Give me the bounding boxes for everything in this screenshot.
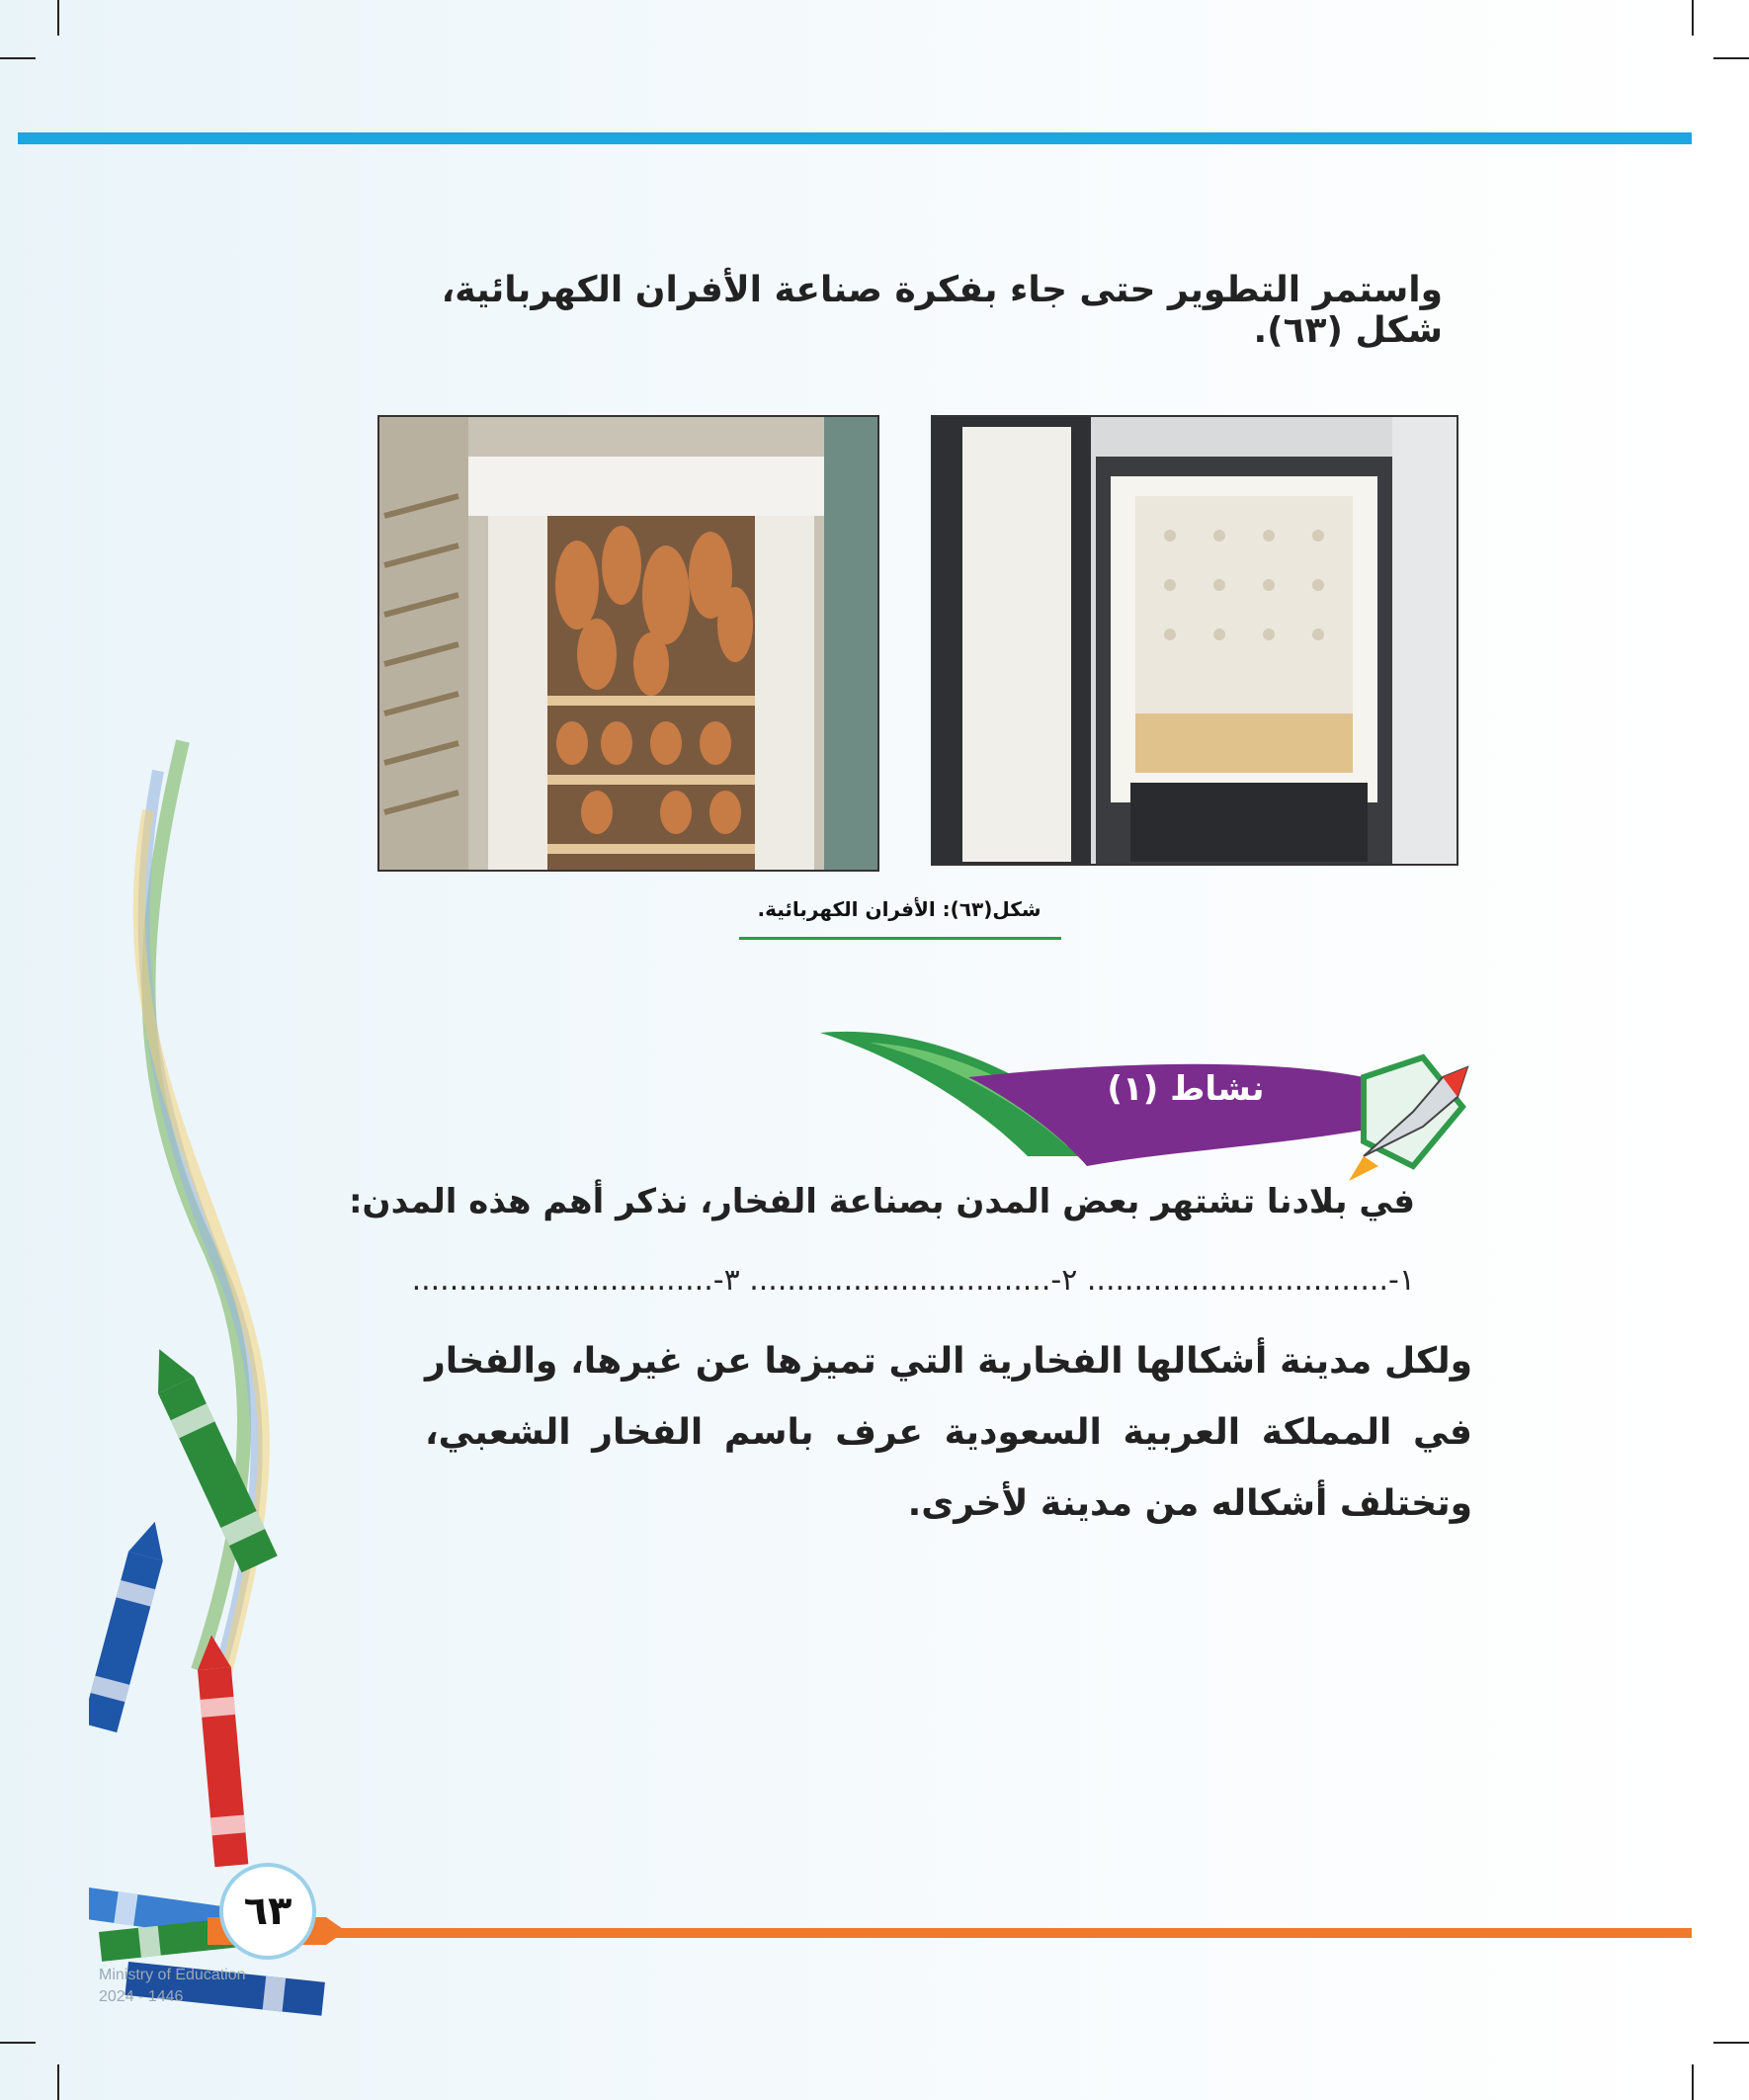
crop-mark xyxy=(0,2042,36,2044)
edition-year: 2024 - 1446 xyxy=(99,1988,184,2005)
crop-mark xyxy=(57,2064,59,2100)
bottom-rule xyxy=(326,1928,1692,1938)
activity-title: نشاط (١) xyxy=(1107,1069,1265,1109)
ministry-label: Ministry of Education xyxy=(99,1967,246,1983)
caption-underline xyxy=(739,937,1061,940)
crop-mark xyxy=(1692,0,1694,36)
blue-crayon-icon xyxy=(89,1517,172,1732)
electric-kiln-photo xyxy=(931,415,1458,866)
intro-paragraph: واستمر التطوير حتى جاء بفكرة صناعة الأفران الكهربائية، شكل (٦٣). xyxy=(441,270,1443,351)
crop-mark xyxy=(1713,57,1749,59)
activity-prompt: في بلادنا تشتهر بعض المدن بصناعة الفخار، نذكر أهم هذه المدن: xyxy=(348,1182,1415,1221)
crop-mark xyxy=(0,57,36,59)
crayons-decoration xyxy=(89,731,346,2036)
top-rule xyxy=(18,132,1692,144)
crop-mark xyxy=(1713,2042,1749,2044)
kiln-with-pottery-photo xyxy=(377,415,879,872)
crop-mark xyxy=(57,0,59,36)
body-paragraph: ولكل مدينة أشكالها الفخارية التي تميزها عن غيرها، والفخار في المملكة العربية السعودية عرف باسم الفخار الشعبي، وتختلف أشكاله من مدينة لأخرى. xyxy=(425,1341,1472,1524)
activity-answer-blanks[interactable]: ١-................................ ٢-................................ ٣-................................ xyxy=(411,1263,1415,1298)
crop-mark xyxy=(1692,2064,1694,2100)
page-number: ٦٣ xyxy=(219,1863,316,1960)
figure-caption: شكل(٦٣): الأفران الكهربائية. xyxy=(757,897,1041,921)
red-crayon-icon xyxy=(195,1634,248,1867)
